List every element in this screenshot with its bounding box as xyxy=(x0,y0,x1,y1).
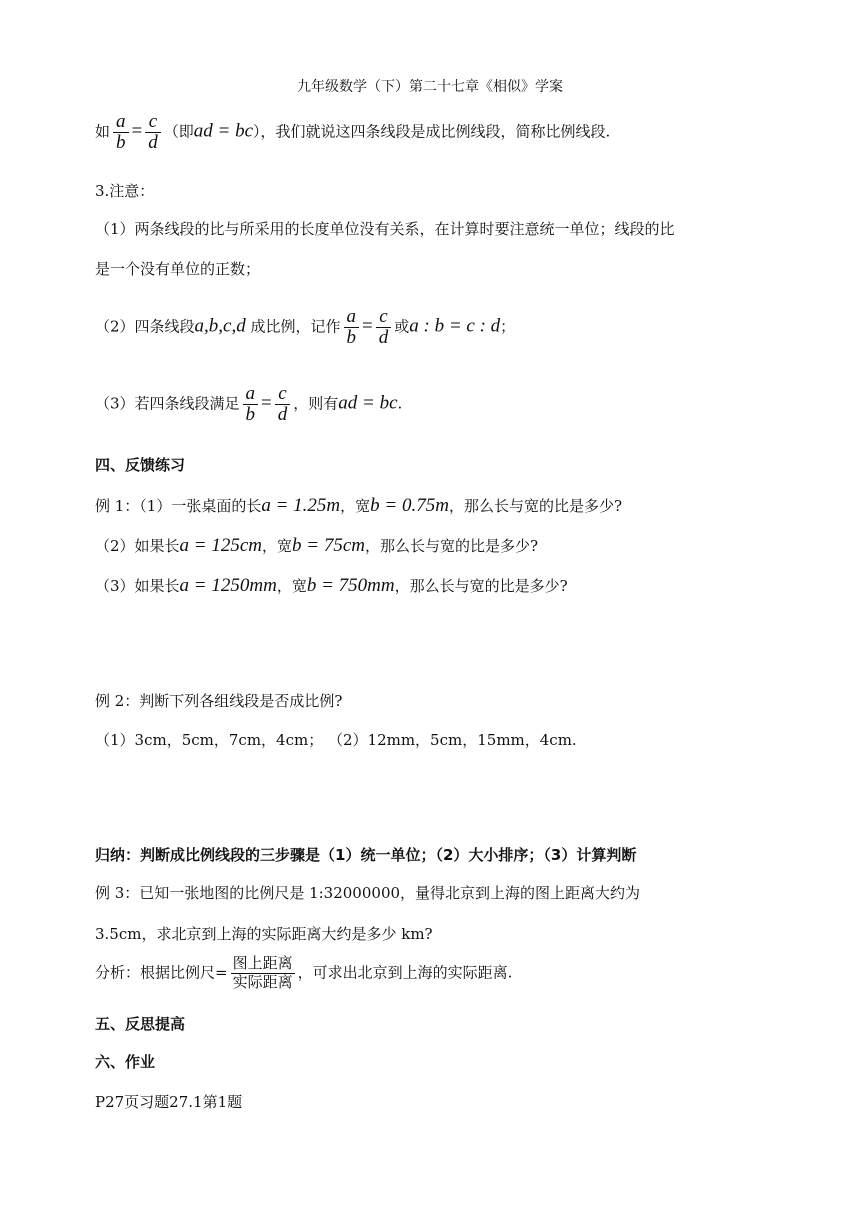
definition-line xyxy=(95,112,610,153)
note-item3: （3）若四条线段满足 $\frac{a}{b}$ = $\frac{c}{d}$ ，则有ad = bc. xyxy=(95,383,403,425)
item3-expr: ad = bc xyxy=(338,392,398,414)
item2-vars: a,b,c,d xyxy=(194,315,246,337)
example1-line2: （2）如果长a = 125cm，宽b = 75cm，那么长与宽的比是多少? xyxy=(95,535,539,556)
equals-sign: = xyxy=(131,120,143,142)
note-item1-line1: （1）两条线段的比与所采用的长度单位没有关系，在计算时要注意统一单位；线段的比 xyxy=(95,220,675,238)
fraction-c-over-d: $\frac{c}{d}$ xyxy=(275,384,291,425)
fraction-a-over-b: $\frac{a}{b}$ xyxy=(344,307,360,348)
example2-title: 例 2：判断下列各组线段是否成比例? xyxy=(95,692,343,710)
example1-line1: 例 1：（1）一张桌面的长a = 1.25m，宽b = 0.75m，那么长与宽的比是多少? xyxy=(95,495,623,516)
fraction-c-over-d: $\frac{c}{d}$ xyxy=(376,307,392,348)
example1-line3: （3）如果长a = 1250mm，宽b = 750mm，那么长与宽的比是多少? xyxy=(95,575,568,596)
page-header: 九年级数学（下）第二十七章《相似》学案 xyxy=(297,79,563,95)
definition-prefix: 如 xyxy=(95,122,111,141)
note-item2: （2）四条线段a,b,c,d 成比例，记作 $\frac{a}{b}$ = $\frac{c}{d}$ 或a : b = c : d； xyxy=(95,306,516,348)
note-title: 3.注意： xyxy=(95,182,155,200)
fraction-a-over-b: $\frac{a}{b}$ xyxy=(243,384,259,425)
example3-line1: 例 3：已知一张地图的比例尺是 1:32000000，量得北京到上海的图上距离大约为 xyxy=(95,884,641,902)
definition-expr: ad = bc xyxy=(193,120,254,142)
section4-title: 四、反馈练习 xyxy=(95,456,186,474)
scale-fraction: $\frac{\text{图上距离}}{\text{实际距离}}$ xyxy=(232,954,293,991)
item2-ratio: a : b = c : d xyxy=(409,315,501,337)
fraction-c-over-d: $\frac{c}{d}$ xyxy=(145,112,161,153)
note-item1-line2: 是一个没有单位的正数； xyxy=(95,260,261,278)
summary-text: 归纳：判断成比例线段的三步骤是（1）统一单位；（2）大小排序；（3）计算判断 xyxy=(95,846,637,864)
section5-title: 五、反思提高 xyxy=(95,1015,186,1033)
homework-text: P27页习题27.1第1题 xyxy=(95,1093,243,1111)
section6-title: 六、作业 xyxy=(95,1053,156,1071)
example3-analysis: 分析：根据比例尺= $\frac{\text{图上距离}}{\text{实际距离}}$ ，可求出北京到上海的实际距离. xyxy=(95,954,513,991)
definition-paren: （即 xyxy=(163,122,194,141)
example2-items: （1）3cm，5cm，7cm，4cm； （2）12mm，5cm，15mm，4cm. xyxy=(95,731,577,749)
example3-line2: 3.5cm，求北京到上海的实际距离大约是多少 km? xyxy=(95,925,433,943)
definition-text: ），我们就说这四条线段是成比例线段，简称比例线段. xyxy=(253,122,611,141)
fraction-a-over-b: $\frac{a}{b}$ xyxy=(113,112,129,153)
